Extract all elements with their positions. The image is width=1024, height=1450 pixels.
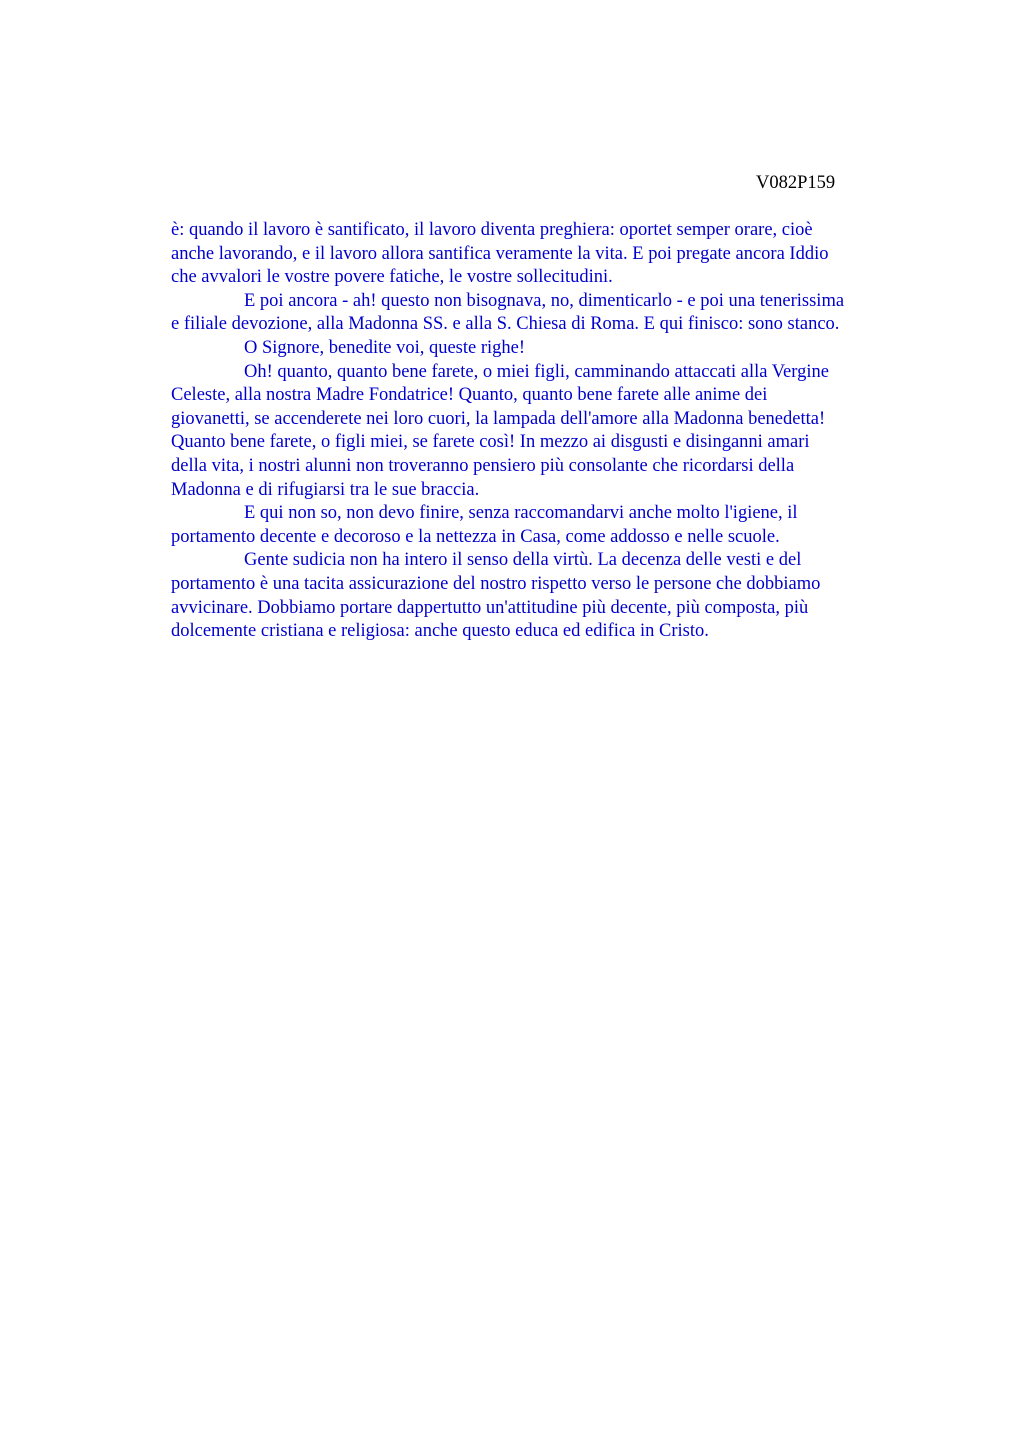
text-line: Oh! quanto, quanto bene farete, o miei figli, camminando attaccati alla Vergine <box>244 361 829 382</box>
text-line: giovanetti, se accenderete nei loro cuori, la lampada dell'amore alla Madonna benedetta! <box>171 408 826 429</box>
text-line: Celeste, alla nostra Madre Fondatrice! Quanto, quanto bene farete alle anime dei <box>171 385 768 406</box>
text-line: Madonna e di rifugiarsi tra le sue braccia. <box>171 479 480 500</box>
paragraph-2 <box>171 290 931 337</box>
text-line: dolcemente cristiana e religiosa: anche questo educa ed edifica in Cristo. <box>171 621 709 642</box>
text-line: portamento è una tacita assicurazione del nostro rispetto verso le persone che dobbiamo <box>171 573 821 594</box>
text-line: della vita, i nostri alunni non troveranno pensiero più consolante che ricordarsi della <box>171 455 795 476</box>
text-line: portamento decente e decoroso e la nettezza in Casa, come addosso e nelle scuole. <box>171 526 780 547</box>
paragraph-1 <box>171 219 931 290</box>
text-line: è: quando il lavoro è santificato, il lavoro diventa preghiera: oportet semper orare, cioè <box>171 220 813 240</box>
paragraph-5 <box>171 502 931 549</box>
body-text <box>171 219 931 644</box>
text-line: e filiale devozione, alla Madonna SS. e alla S. Chiesa di Roma. E qui finisco: sono stanco. <box>171 314 840 335</box>
paragraph-3 <box>171 337 931 361</box>
text-line: avvicinare. Dobbiamo portare dappertutto un'attitudine più decente, più composta, più <box>171 597 809 618</box>
paragraph-4 <box>171 361 931 503</box>
text-line: che avvalori le vostre povere fatiche, le vostre sollecitudini. <box>171 267 613 288</box>
text-line: E poi ancora - ah! questo non bisognava, no, dimenticarlo - e poi una tenerissima <box>244 290 845 311</box>
text-line: Gente sudicia non ha intero il senso della virtù. La decenza delle vesti e del <box>244 550 802 571</box>
text-line: anche lavorando, e il lavoro allora santifica veramente la vita. E poi pregate ancora Iddio <box>171 243 829 264</box>
text-line: O Signore, benedite voi, queste righe! <box>244 337 526 358</box>
text-line: Quanto bene farete, o figli miei, se farete così! In mezzo ai disgusti e disinganni amari <box>171 432 810 453</box>
text-line: E qui non so, non devo finire, senza raccomandarvi anche molto l'igiene, il <box>244 503 798 524</box>
page-code: V082P159 <box>756 173 836 193</box>
paragraph-6 <box>171 549 931 643</box>
